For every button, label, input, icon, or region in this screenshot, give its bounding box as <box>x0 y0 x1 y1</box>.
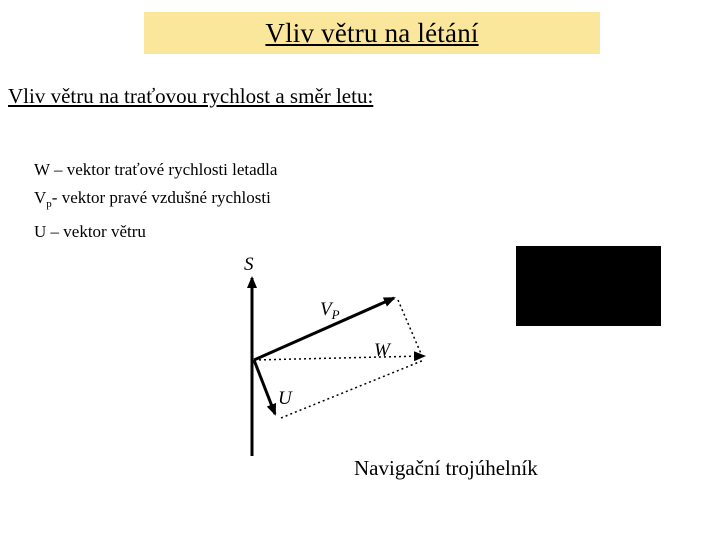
section-subtitle: Vliv větru na traťovou rychlost a směr letu: <box>8 84 374 108</box>
label-vp-main: V <box>320 299 332 320</box>
w-vector <box>254 356 424 360</box>
legend-item-u: U – vektor větru <box>34 222 146 241</box>
label-w: W <box>374 340 390 361</box>
page-title: Vliv větru na létání <box>265 17 479 48</box>
label-vp <box>320 299 340 322</box>
diagram-caption: Navigační trojúhelník <box>354 456 538 480</box>
dotted-guide-vp-to-w <box>398 300 422 356</box>
legend-item-w: W – vektor traťové rychlosti letadla <box>34 160 278 179</box>
label-s: S <box>244 254 254 275</box>
u-vector <box>254 360 275 414</box>
label-vp-sub: P <box>331 307 340 322</box>
legend-vp-symbol: V <box>34 188 47 207</box>
legend-vp-subscript: p <box>46 198 52 210</box>
dotted-guide-u-to-w <box>281 360 424 418</box>
label-u: U <box>278 388 292 409</box>
legend-vp-text: - vektor pravé vzdušné rychlosti <box>51 188 271 207</box>
